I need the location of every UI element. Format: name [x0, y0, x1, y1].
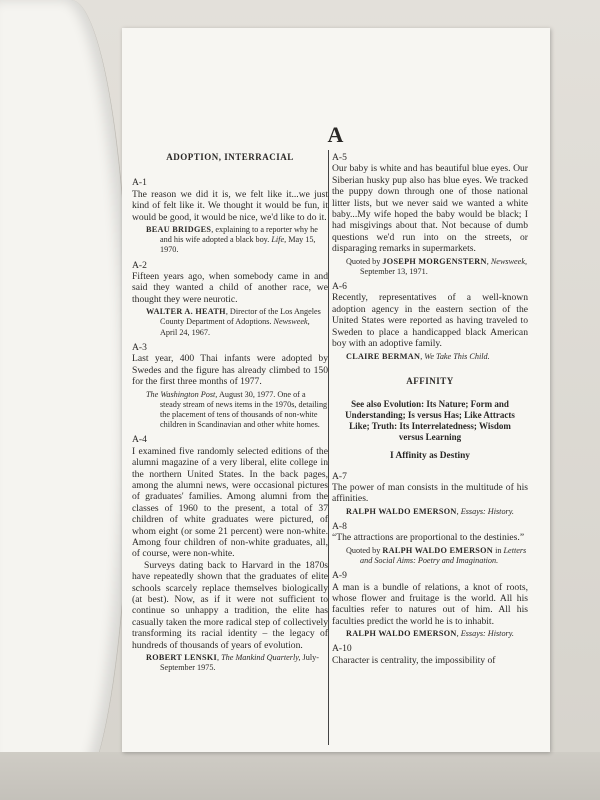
column-divider	[328, 150, 329, 745]
entry	[332, 281, 528, 362]
source-author: RALPH WALDO EMERSON	[382, 545, 494, 555]
source-publication: Newsweek,	[273, 317, 310, 327]
book-page	[122, 28, 550, 752]
entry-source	[346, 507, 528, 517]
entry-label: A-5	[332, 152, 347, 163]
entry-text	[332, 582, 528, 628]
source-text: ,	[456, 506, 461, 516]
section-letter: A	[327, 122, 345, 147]
entry-text	[132, 189, 328, 223]
entry	[332, 570, 528, 639]
source-author: CLAIRE BERMAN	[346, 351, 421, 361]
source-author: JOSEPH MORGENSTERN	[382, 256, 487, 266]
paragraph: Recently, representatives of a well-known adoption agency in the eastern section of the United States were reported as having traveled to Sweden to place a handicapped black American boy with an adoptive family.	[332, 292, 528, 350]
left-column	[132, 148, 328, 673]
paragraph: Our baby is white and has beautiful blue eyes. Our Siberian husky pup also has blue eyes. We tracked the puppy down through one of those national litter lists, but we never said we wanted a white baby...My wife hoped the baby would be black; I had misgivings about that. Not because of dumb questions we'd run into on the streets, or disparaging remarks in supermarkets.	[332, 163, 528, 255]
entry-label: A-10	[332, 643, 352, 655]
paragraph: A man is a bundle of relations, a knot of roots, whose flower and fruitage is the world. All his faculties refer to natures out of him. All his faculties predict the world he is to inhabit.	[332, 581, 528, 627]
source-text: in	[493, 545, 504, 555]
entry-label: A-1	[132, 177, 147, 189]
entry-text	[332, 292, 528, 349]
source-text: , explaining to a reporter why he and his wife adopted a black boy.	[160, 225, 318, 245]
right-column	[332, 148, 528, 666]
table-surface	[0, 752, 600, 800]
entry-label: A-4	[132, 434, 147, 446]
entry-text	[132, 446, 328, 651]
source-publication: The Mankind Quarterly,	[221, 653, 301, 663]
paragraph: The power of man consists in the multitude of his affinities.	[332, 481, 528, 505]
source-text: ,	[420, 351, 425, 361]
paragraph: Surveys dating back to Harvard in the 1870s have repeatedly shown that the graduates of elite schools scarcely replace themselves biologically (at best). Now, as if it were not sufficient to continue so unhappy a tradition, the elite has casually taken the more radical step of collectively transforming its racial identity – the legacy of hundreds of thousands of years of evolution.	[132, 559, 328, 651]
entry-text	[132, 271, 328, 305]
source-date: April 24, 1967.	[160, 327, 211, 337]
entry-label: A-2	[132, 259, 147, 271]
paragraph: Last year, 400 Thai infants were adopted by Swedes and the figure has already climbed to 150 for the first three months of 1977.	[132, 353, 328, 388]
source-author: RALPH WALDO EMERSON	[346, 629, 457, 639]
entry-label: A-9	[332, 570, 347, 582]
entry-source	[146, 653, 328, 673]
source-text: ,	[486, 256, 491, 266]
entry-label: A-8	[332, 520, 347, 532]
section-title-adoption: ADOPTION, INTERRACIAL	[166, 152, 294, 162]
source-publication: Essays: History.	[460, 506, 514, 516]
entry	[132, 177, 328, 255]
source-prefix: Quoted by	[346, 256, 383, 266]
source-text: , Director of the Los Angeles County Department of Adoptions.	[160, 307, 321, 327]
source-date: September 13, 1971.	[360, 266, 428, 276]
paragraph: I examined five randomly selected editions of the alumni magazine of a very liberal, elite college in the northern United States. In the back pages, among the alumni news, were occasional pictures of graduates' families. Among alumni from the classes of 1960 to the present, a total of 37 children of white graduates were pictured, of whom eight (or some 21 percent) were non-white. Among four children of non-white graduates, all, of course, were non-white.	[132, 445, 328, 560]
paragraph: The reason we did it is, we felt like it...we just kind of felt like it. We thought it would be fun, it would be good, it would be nice, we'd like to do it.	[132, 188, 328, 223]
source-publication: We Take This Child.	[424, 351, 490, 361]
entry-text	[132, 353, 328, 387]
entry-label: A-3	[132, 341, 147, 353]
entry-text	[332, 482, 528, 505]
entry-text	[332, 655, 528, 666]
source-text: ,	[217, 653, 222, 663]
entry	[332, 152, 528, 277]
source-publication: Letters and Social Aims: Poetry and Imagination.	[360, 545, 527, 565]
entry	[132, 342, 328, 430]
entry-text	[332, 163, 528, 254]
source-text: ,	[456, 629, 461, 639]
entry-source	[346, 352, 528, 362]
facing-page-edge	[0, 0, 131, 800]
entry	[132, 434, 328, 673]
entry-label: A-6	[332, 281, 347, 293]
subsection-title: I Affinity as Destiny	[390, 451, 470, 462]
entry-source	[146, 225, 328, 256]
source-publication: Life,	[271, 235, 287, 245]
entry	[132, 260, 328, 338]
source-prefix: Quoted by	[346, 545, 383, 555]
source-publication: The Washington Post,	[146, 389, 218, 399]
source-author: WALTER A. HEATH	[146, 307, 226, 317]
entry-source	[146, 307, 328, 338]
source-author: ROBERT LENSKI	[146, 653, 218, 663]
source-author: BEAU BRIDGES	[146, 225, 212, 235]
entry-source	[346, 257, 528, 277]
source-date: July-September 1975.	[160, 653, 319, 673]
see-also-note: See also Evolution: Its Nature; Form and Understanding; Is versus Has; Like Attracts Like; Truth: Its Interrelatedness; Wisdom versus Learning	[345, 399, 515, 443]
section-title-affinity: AFFINITY	[406, 375, 454, 386]
source-date: August 30, 1977. One of a steady stream of news items in the 1970s, detailing the placement of tens of thousands of non-white children in Scandinavian and other white homes.	[160, 389, 328, 430]
paragraph: Character is centrality, the impossibility of	[332, 654, 496, 666]
source-date: May 15, 1970.	[160, 235, 316, 255]
entry	[332, 471, 528, 517]
source-publication: Newsweek,	[490, 256, 527, 266]
entry-label: A-7	[332, 470, 347, 482]
entry	[332, 643, 528, 666]
paragraph: Fifteen years ago, when somebody came in and said they wanted a child of another race, we thought they were neurotic.	[132, 271, 328, 305]
entry-source	[346, 629, 528, 639]
entry-source	[146, 390, 328, 431]
entry	[332, 521, 528, 566]
entry-source	[346, 546, 528, 566]
source-publication: Essays: History.	[460, 629, 514, 639]
paragraph: “The attractions are proportional to the destinies.”	[332, 532, 525, 544]
entry-text	[332, 532, 528, 543]
source-author: RALPH WALDO EMERSON	[346, 506, 457, 516]
